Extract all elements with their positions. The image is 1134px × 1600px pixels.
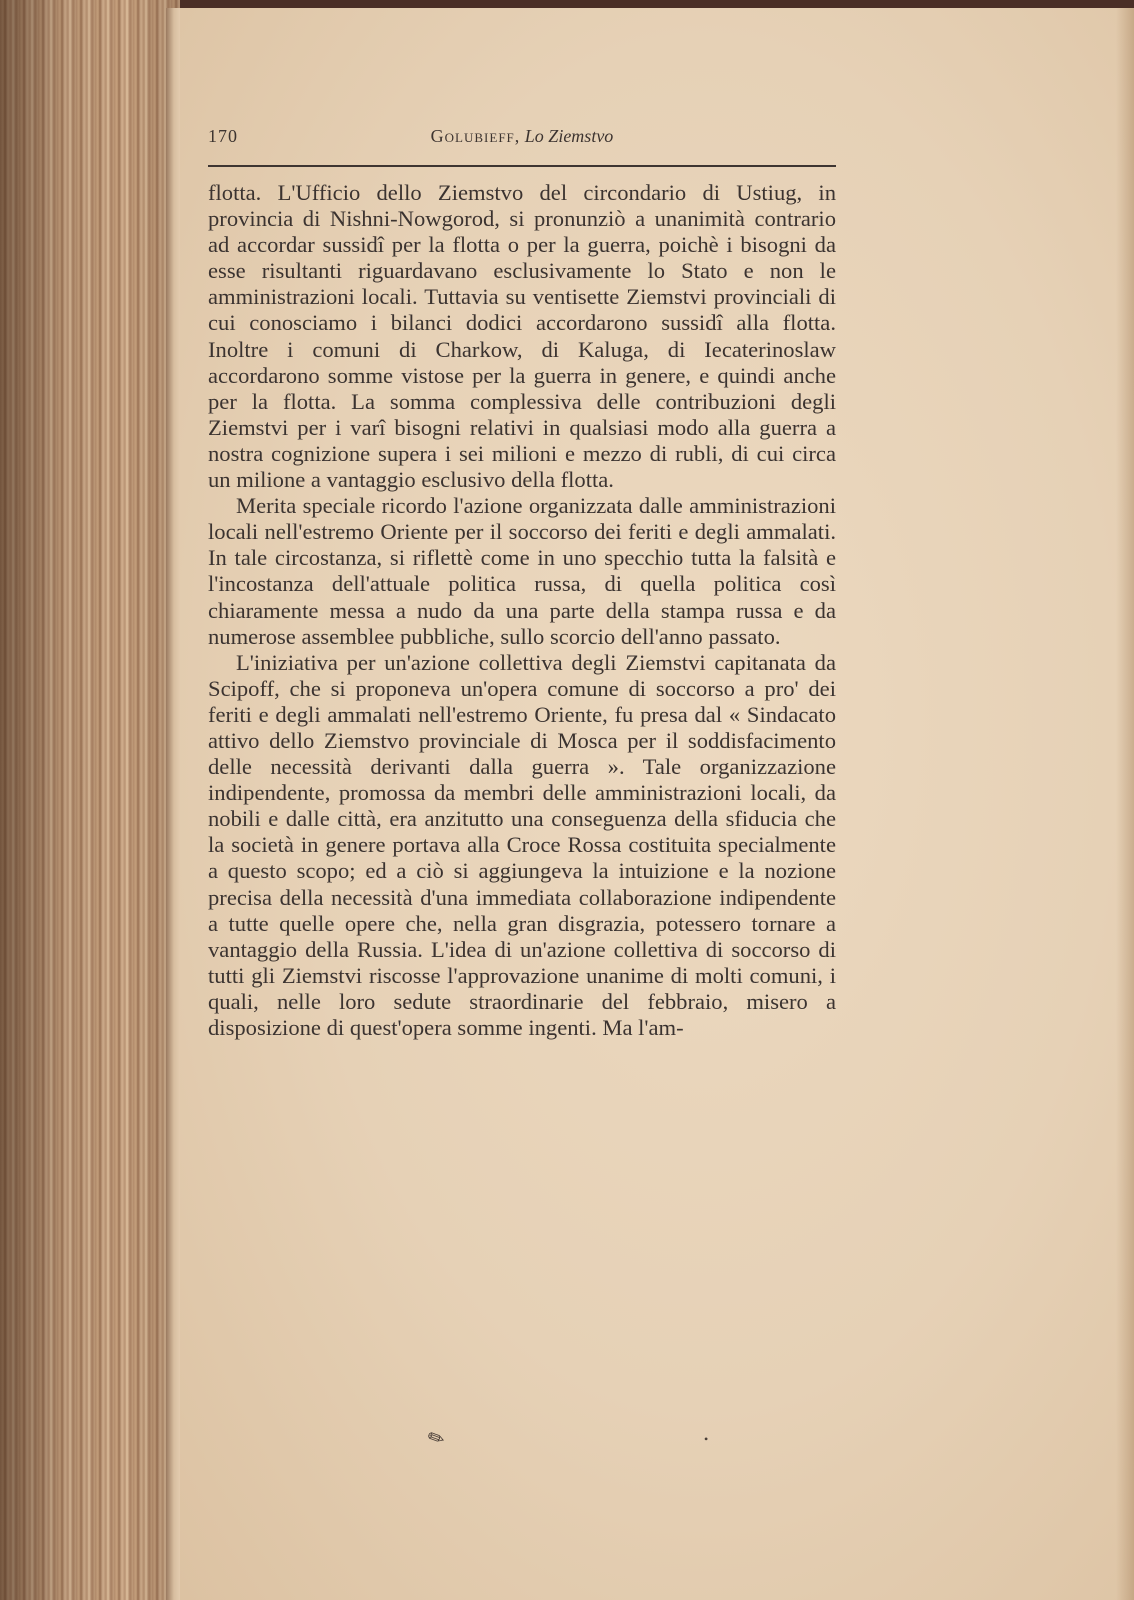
paragraph: flotta. L'Ufficio dello Ziemstvo del circondario di Ustiug, in provincia di Nishni-Nowgorod, si pronunziò a unanimità contrario ad accordar sussidî per la flotta o per la guerra, poichè i bisogni da esse risultanti riguardavano esclusivamente lo Stato e non le amministrazioni locali. Tuttavia su ventisette Ziemstvi provinciali di cui conosciamo i bilanci dodici accordarono sussidî alla flotta. Inoltre i comuni di Charkow, di Kaluga, di Iecaterinoslaw accordarono somme vistose per la guerra in genere, e quindi anche per la flotta. La somma complessiva delle contribuzioni degli Ziemstvi per i varî bisogni relativi in qualsiasi modo alla guerra a nostra cognizione supera i sei milioni e mezzo di rubli, di cui circa un milione a vantaggio esclusivo della flotta.: [208, 180, 836, 493]
ink-speck: ✎: [424, 1425, 449, 1453]
running-title: [208, 126, 836, 147]
paragraph: L'iniziativa per un'azione collettiva degli Ziemstvi capitanata da Scipoff, che si proponeva un'opera comune di soccorso a pro' dei feriti e degli ammalati nell'estremo Oriente, fu presa dal « Sindacato attivo dello Ziemstvo provinciale di Mosca per il soddisfacimento delle necessità derivanti dalla guerra ». Tale organizzazione indipendente, promossa da membri delle amministrazioni locali, da nobili e dalle città, era anzitutto una conseguenza della sfiducia che la società in genere portava alla Croce Rossa costituita specialmente a questo scopo; ed a ciò si aggiungeva la intuizione e la nozione precisa della necessità d'una immediata collaborazione indipendente a tutte quelle opere che, nella gran disgrazia, potessero tornare a vantaggio della Russia. L'idea di un'azione collettiva di soccorso di tutti gli Ziemstvi riscosse l'approvazione unanime di molti comuni, i quali, nelle loro sedute straordinarie del febbraio, misero a disposizione di quest'opera somme ingenti. Ma l'am-: [208, 649, 836, 1040]
header-title: Lo Ziemstvo: [524, 126, 614, 146]
page-number: 170: [208, 126, 238, 146]
page-right-edge: [1116, 8, 1134, 1600]
header-author: Golubieff,: [430, 126, 521, 146]
header-rule: [208, 165, 836, 167]
page-stack-shadow: [0, 0, 180, 1600]
running-header: [208, 122, 836, 152]
paragraph: Merita speciale ricordo l'azione organizzata dalle amministrazioni locali nell'estremo Oriente per il soccorso dei feriti e degli ammalati. In tale circostanza, si riflettè come in uno specchio tutta la falsità e l'incostanza dell'attuale politica russa, di quella politica così chiaramente messa a nudo da una parte della stampa russa e da numerose assemblee pubbliche, sullo scorcio dell'anno passato.: [208, 493, 836, 649]
body-text: [208, 180, 836, 1041]
ink-dot: •: [704, 1432, 709, 1446]
